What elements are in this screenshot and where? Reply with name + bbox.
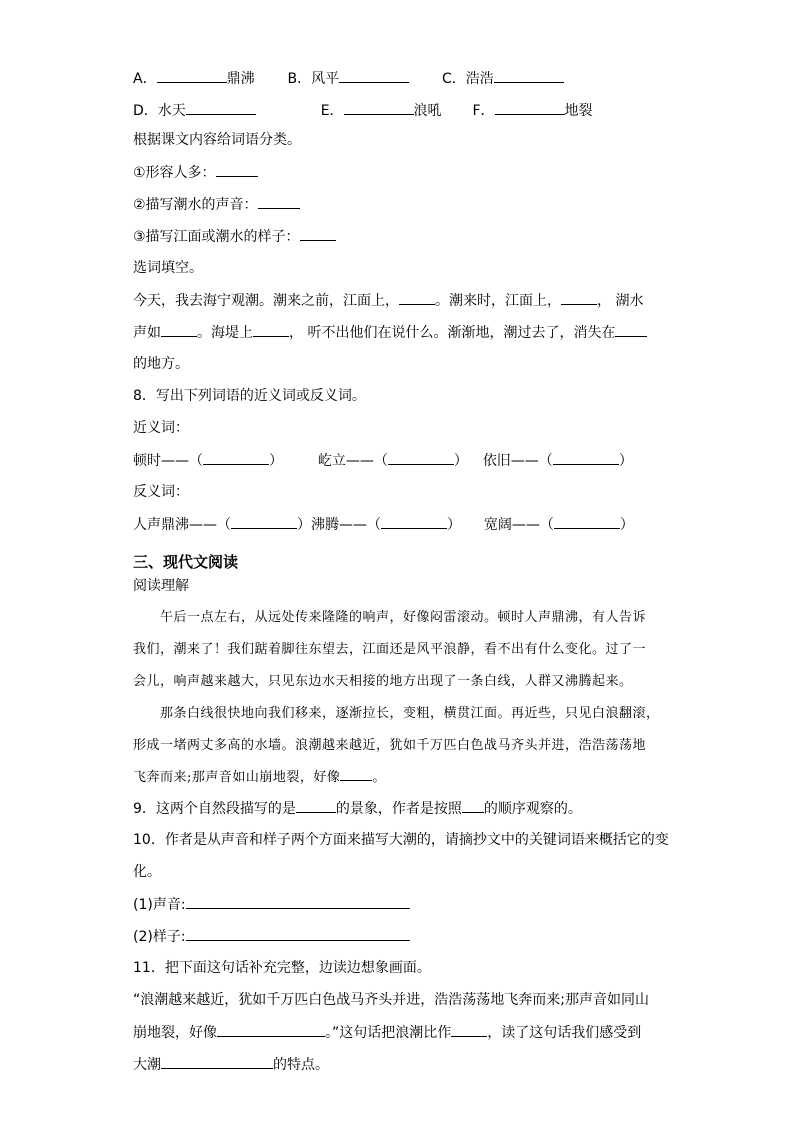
classify-item-1	[133, 162, 258, 183]
passage-p1-line-1: 午后一点左右，从远处传来隆隆的响声，好像闷雷滚动。顿时人声鼎沸，有人告诉	[160, 610, 647, 625]
fill-para-line-3: 的地方。	[133, 356, 189, 372]
q11-line-2	[133, 1022, 641, 1043]
option-e-suffix: 浪吼	[413, 103, 442, 119]
q10-line-2: 化。	[133, 864, 161, 880]
q11-blank-2[interactable]	[451, 1022, 487, 1037]
q8-antonym-row	[133, 514, 634, 535]
antonym-1-label: 人声鼎沸——（	[133, 517, 231, 533]
passage-p2-line-2: 形成一堵两丈多高的水墙。浪潮越来越近，犹如千万匹白色战马齐头并进，浩浩荡荡地	[133, 738, 647, 753]
fill-blank-2[interactable]	[561, 290, 597, 305]
fill-para-line-1	[133, 290, 643, 311]
fill-text-6: ， 听不出他们在说什么。渐渐地，潮过去了，消失在	[289, 325, 616, 341]
q11-text-4: 大潮	[133, 1057, 161, 1073]
classify-item-1-label: ①形容人多：	[133, 165, 216, 181]
option-d-prefix: D．水天	[133, 103, 186, 119]
option-f-blank[interactable]	[495, 100, 565, 115]
q9-text-1: 9．这两个自然段描写的是	[133, 801, 296, 817]
q8-title: 8．写出下列词语的近义词或反义词。	[133, 388, 366, 404]
q8-synonym-label: 近义词：	[133, 420, 189, 436]
antonym-2-close: ）	[447, 517, 461, 533]
option-c-prefix: C．浩浩	[442, 71, 494, 87]
options-row-1	[133, 68, 564, 89]
q8-synonym-row	[133, 450, 633, 471]
synonym-1-close: ）	[269, 453, 283, 469]
option-f-prefix: F．	[472, 103, 495, 119]
classify-item-1-blank[interactable]	[216, 162, 258, 177]
section-heading: 三、现代文阅读	[133, 553, 239, 571]
antonym-3-close: ）	[619, 517, 634, 533]
q9	[133, 798, 582, 819]
fill-intro: 选词填空。	[133, 260, 203, 276]
fill-text-2: 。潮来时，江面上，	[435, 293, 561, 309]
passage-p1-line-3: 会儿，响声越来越大，只见东边水天相接的地方出现了一条白线，人群又沸腾起来。	[133, 674, 633, 689]
q11-text-3: ，读了这句话我们感受到	[487, 1025, 642, 1041]
option-b-blank[interactable]	[339, 68, 409, 83]
antonym-3-blank[interactable]	[554, 514, 620, 529]
passage-p2-end: 。	[372, 770, 386, 785]
q10-sound	[133, 894, 410, 915]
synonym-3-blank[interactable]	[553, 450, 619, 465]
q8-antonym-label: 反义词：	[133, 484, 189, 500]
antonym-2-blank[interactable]	[381, 514, 447, 529]
option-a-prefix: A．	[133, 71, 157, 87]
option-a-suffix: 鼎沸	[226, 71, 255, 87]
q11-blank-3[interactable]	[161, 1054, 273, 1069]
classify-intro: 根据课文内容给词语分类。	[133, 132, 301, 148]
synonym-1-blank[interactable]	[203, 450, 269, 465]
synonym-2-close: ）	[453, 453, 468, 469]
passage-p2-line-1: 那条白线很快地向我们移来，逐渐拉长，变粗，横贯江面。再近些，只见白浪翻滚，	[160, 706, 660, 721]
q10-line-1: 10．作者是从声音和样子两个方面来描写大潮的，请摘抄文中的关键词语来概括它的变	[133, 832, 669, 848]
fill-text-3: ， 湖水	[597, 293, 644, 309]
q11-line-3	[133, 1054, 329, 1075]
classify-item-2-blank[interactable]	[258, 194, 300, 209]
classify-item-3-blank[interactable]	[300, 226, 336, 241]
synonym-3-label: 依旧——（	[482, 453, 553, 469]
synonym-2-blank[interactable]	[388, 450, 454, 465]
q10-sound-blank[interactable]	[186, 894, 410, 909]
q11-text-5: 的特点。	[273, 1057, 329, 1073]
section-subheading: 阅读理解	[133, 578, 189, 594]
q10-look-label: (2)样子:	[133, 929, 186, 945]
fill-para-line-2	[133, 322, 647, 343]
q10-look	[133, 926, 410, 947]
fill-text-4: 声如	[133, 325, 161, 341]
q11-title: 11．把下面这句话补充完整，边读边想象画面。	[133, 960, 431, 976]
option-c-blank[interactable]	[494, 68, 564, 83]
q9-blank-1[interactable]	[296, 798, 336, 813]
passage-blank[interactable]	[340, 766, 372, 781]
q9-blank-2[interactable]	[462, 798, 484, 813]
option-e-prefix: E．	[320, 103, 344, 119]
fill-blank-5[interactable]	[615, 322, 647, 337]
option-a-blank[interactable]	[157, 68, 227, 83]
synonym-2-label: 屹立——（	[317, 453, 388, 469]
passage-p2-line-3	[133, 766, 386, 788]
option-d-blank[interactable]	[186, 100, 256, 115]
fill-blank-1[interactable]	[399, 290, 435, 305]
fill-text-1: 今天，我去海宁观潮。潮来之前，江面上，	[133, 293, 399, 309]
classify-item-3	[133, 226, 336, 247]
option-e-blank[interactable]	[344, 100, 414, 115]
options-row-2	[133, 100, 593, 121]
classify-item-2	[133, 194, 300, 215]
synonym-1-label: 顿时——（	[133, 453, 203, 469]
q11-text-1: 崩地裂，好像	[133, 1025, 217, 1041]
antonym-1-blank[interactable]	[231, 514, 297, 529]
q10-look-blank[interactable]	[186, 926, 410, 941]
fill-blank-4[interactable]	[253, 322, 289, 337]
synonym-3-close: ）	[618, 453, 633, 469]
classify-item-2-label: ②描写潮水的声音：	[133, 197, 258, 213]
fill-blank-3[interactable]	[161, 322, 197, 337]
q11-blank-1[interactable]	[217, 1022, 325, 1037]
antonym-3-label: 宽阔——（	[483, 517, 554, 533]
antonym-2-label: ）沸腾——（	[297, 517, 381, 533]
q9-text-2: 的景象，作者是按照	[335, 801, 462, 817]
q11-text-2: 。”这句话把浪潮比作	[325, 1025, 452, 1041]
option-f-suffix: 地裂	[564, 103, 593, 119]
q10-sound-label: (1)声音:	[133, 897, 186, 913]
fill-text-5: 。海堤上	[197, 325, 253, 341]
option-b-prefix: B．风平	[287, 71, 340, 87]
classify-item-3-label: ③描写江面或潮水的样子：	[133, 229, 300, 245]
q11-line-1: “浪潮越来越近，犹如千万匹白色战马齐头并进，浩浩荡荡地飞奔而来;那声音如同山	[133, 992, 649, 1008]
passage-p2-text: 飞奔而来;那声音如山崩地裂，好像	[133, 770, 341, 785]
q9-text-3: 的顺序观察的。	[483, 801, 582, 817]
passage-p1-line-2: 我们，潮来了！我们踮着脚往东望去，江面还是风平浪静，看不出有什么变化。过了一	[133, 642, 647, 657]
